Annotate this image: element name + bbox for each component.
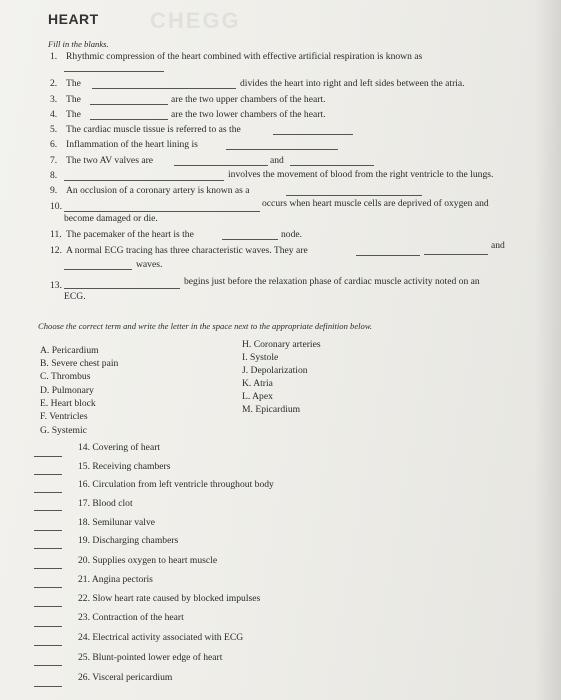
definition-17: 17. Blood clot — [78, 498, 133, 509]
answer-blank-12b[interactable] — [424, 254, 488, 255]
definition-21: 21. Angina pectoris — [78, 574, 153, 585]
term-i: I. Systole — [242, 352, 279, 363]
answer-blank-13[interactable] — [64, 288, 180, 289]
letter-blank-17[interactable] — [34, 510, 62, 511]
letter-blank-15[interactable] — [34, 474, 62, 475]
question-6: 6. Inflammation of the heart lining is — [50, 139, 198, 150]
question-10-number: 10. — [50, 201, 62, 212]
definition-18: 18. Semilunar valve — [78, 517, 155, 528]
question-13-cont: ECG. — [64, 291, 86, 302]
question-10-rest: occurs when heart muscle cells are deprived of oxygen and — [262, 198, 489, 209]
term-g: G. Systemic — [40, 425, 87, 436]
question-7-and: and — [270, 155, 284, 166]
answer-blank-5[interactable] — [273, 134, 353, 135]
definition-14: 14. Covering of heart — [78, 442, 161, 453]
question-13-number: 13. — [50, 280, 62, 291]
question-3: 3. The — [50, 94, 81, 105]
term-m: M. Epicardium — [242, 404, 301, 415]
question-8-number: 8. — [50, 170, 58, 181]
answer-blank-7a[interactable] — [174, 165, 268, 166]
answer-blank-12a[interactable] — [356, 255, 420, 256]
definition-25: 25. Blunt-pointed lower edge of heart — [78, 652, 223, 663]
definition-23: 23. Contraction of the heart — [78, 612, 184, 623]
question-11: 11. The pacemaker of the heart is the — [50, 229, 194, 240]
letter-blank-24[interactable] — [34, 645, 62, 646]
question-2-rest: divides the heart into right and left sides between the atria. — [240, 78, 465, 89]
answer-blank-2[interactable] — [92, 88, 236, 89]
worksheet-title: HEART — [48, 11, 99, 27]
letter-blank-23[interactable] — [34, 626, 62, 627]
answer-blank-1[interactable] — [64, 71, 164, 72]
letter-blank-16[interactable] — [34, 492, 62, 493]
answer-blank-7b[interactable] — [290, 165, 374, 166]
term-h: H. Coronary arteries — [242, 339, 321, 350]
definition-20: 20. Supplies oxygen to heart muscle — [78, 555, 218, 566]
question-9: 9. An occlusion of a coronary artery is known as a — [50, 185, 250, 196]
question-12-waves: waves. — [136, 259, 163, 270]
question-13-rest: begins just before the relaxation phase of cardiac muscle activity noted on an — [184, 276, 480, 287]
term-f: F. Ventricles — [40, 411, 88, 422]
question-1: 1. Rhythmic compression of the heart combined with effective artificial respiration is known as — [50, 51, 423, 62]
definition-26: 26. Visceral pericardium — [78, 672, 173, 683]
answer-blank-9[interactable] — [286, 195, 422, 196]
question-5: 5. The cardiac muscle tissue is referred to as the — [50, 124, 241, 135]
term-l: L. Apex — [242, 391, 273, 402]
term-d: D. Pulmonary — [40, 385, 94, 396]
answer-blank-8[interactable] — [64, 180, 224, 181]
answer-blank-6[interactable] — [226, 149, 338, 150]
definition-15: 15. Receiving chambers — [78, 461, 171, 472]
term-k: K. Atria — [242, 378, 273, 389]
letter-blank-26[interactable] — [34, 686, 62, 687]
answer-blank-11[interactable] — [222, 239, 278, 240]
definition-22: 22. Slow heart rate caused by blocked impulses — [78, 593, 261, 604]
question-8-rest: involves the movement of blood from the right ventricle to the lungs. — [228, 169, 494, 180]
answer-blank-3[interactable] — [90, 104, 168, 105]
question-7: 7. The two AV valves are — [50, 155, 154, 166]
term-a: A. Pericardium — [40, 345, 99, 356]
question-11-rest: node. — [281, 229, 303, 240]
answer-blank-4[interactable] — [90, 119, 168, 120]
definition-19: 19. Discharging chambers — [78, 535, 179, 546]
question-4-rest: are the two lower chambers of the heart. — [171, 109, 326, 120]
fill-in-instruction: Fill in the blanks. — [48, 39, 109, 49]
question-12: 12. A normal ECG tracing has three characteristic waves. They are — [50, 245, 308, 256]
definition-16: 16. Circulation from left ventricle throughout body — [78, 479, 274, 490]
definition-24: 24. Electrical activity associated with ECG — [78, 632, 244, 643]
letter-blank-14[interactable] — [34, 456, 62, 457]
question-4: 4. The — [50, 109, 81, 120]
letter-blank-19[interactable] — [34, 548, 62, 549]
term-c: C. Thrombus — [40, 371, 91, 382]
question-10-cont: become damaged or die. — [64, 213, 158, 224]
page-edge-shadow — [535, 0, 561, 700]
matching-instruction: Choose the correct term and write the letter in the space next to the appropriate definition below. — [38, 321, 373, 331]
term-e: E. Heart block — [40, 398, 96, 409]
letter-blank-20[interactable] — [34, 568, 62, 569]
watermark: CHEGG — [150, 8, 241, 33]
letter-blank-18[interactable] — [34, 530, 62, 531]
letter-blank-25[interactable] — [34, 665, 62, 666]
term-j: J. Depolarization — [242, 365, 308, 376]
letter-blank-21[interactable] — [34, 587, 62, 588]
question-2: 2. The — [50, 78, 81, 89]
term-b: B. Severe chest pain — [40, 358, 119, 369]
letter-blank-22[interactable] — [34, 606, 62, 607]
question-3-rest: are the two upper chambers of the heart. — [171, 94, 326, 105]
answer-blank-10[interactable] — [64, 211, 260, 212]
answer-blank-12c[interactable] — [64, 269, 132, 270]
question-12-and: and — [491, 240, 505, 251]
